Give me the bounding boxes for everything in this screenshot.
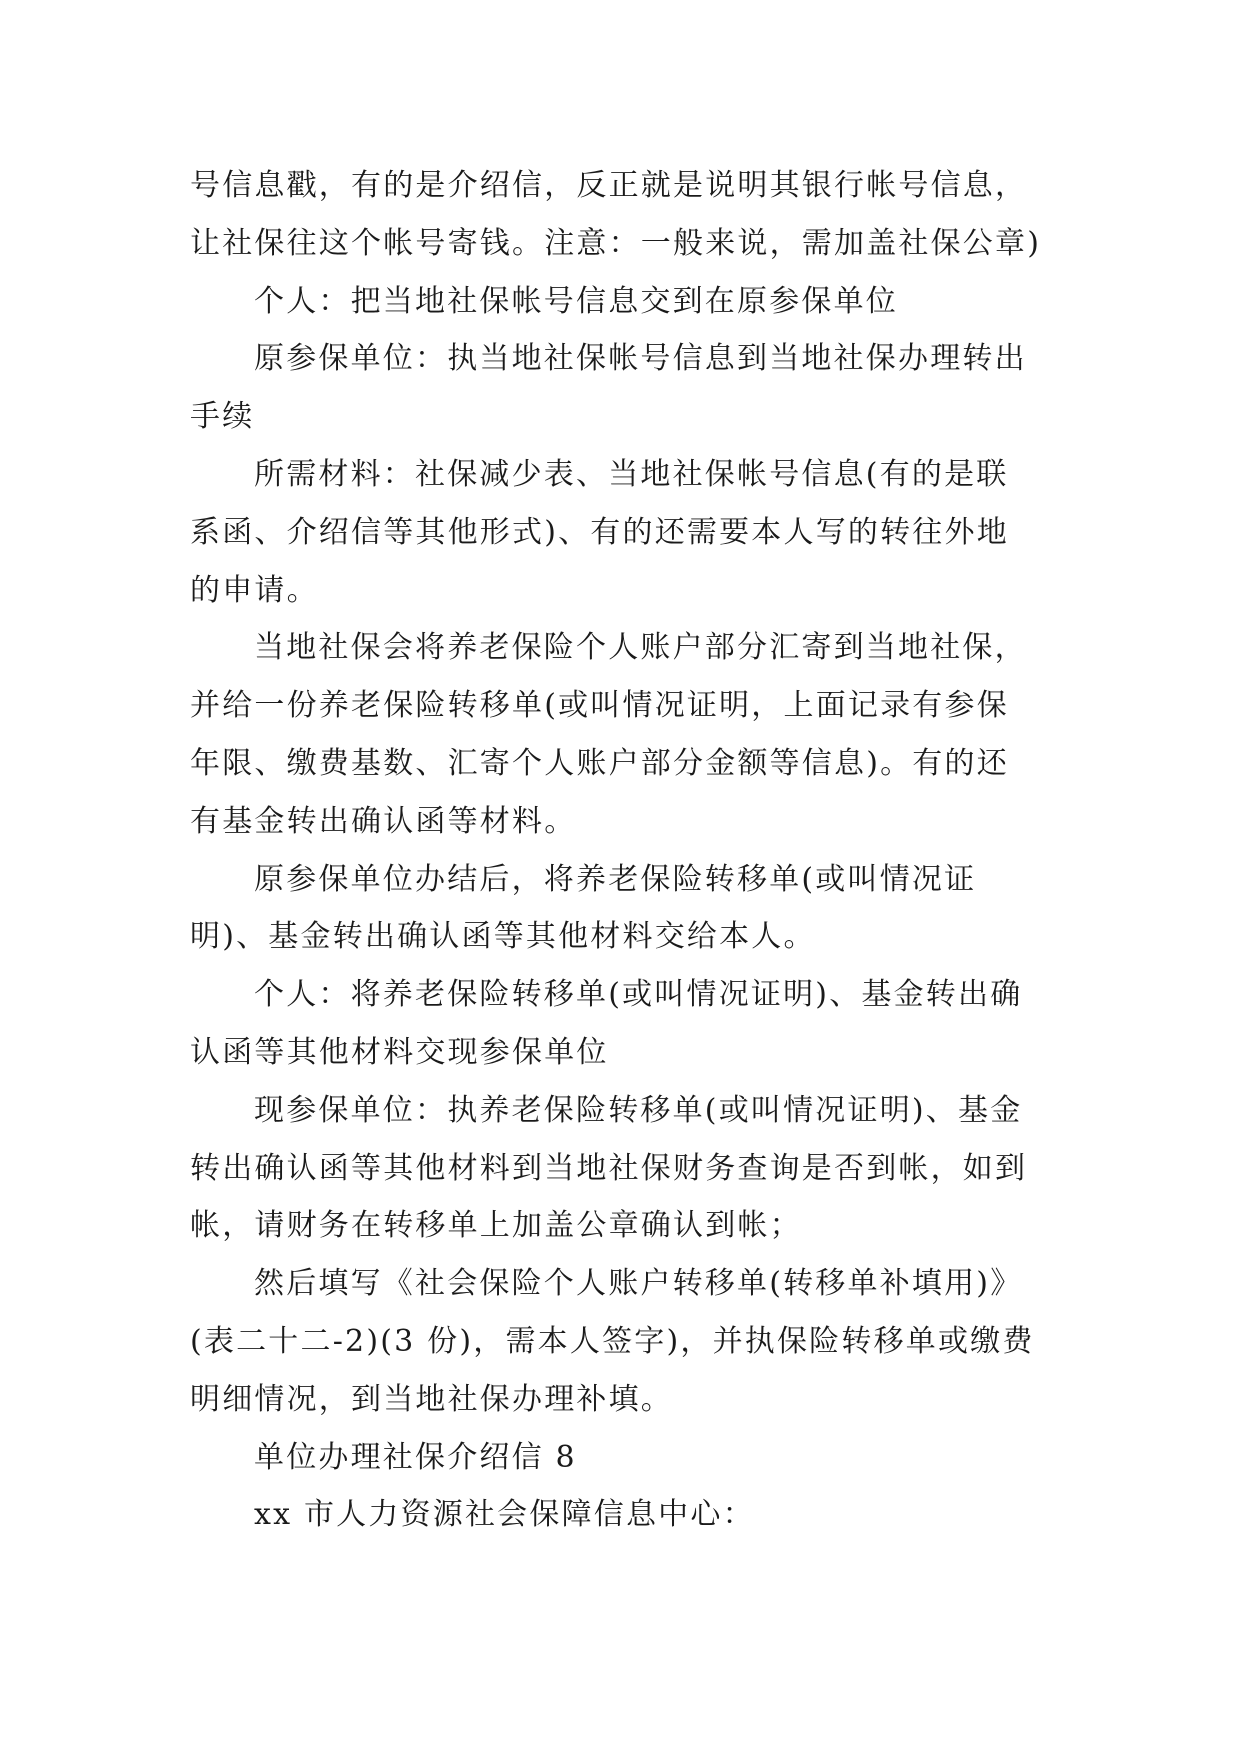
text-line: 号信息戳，有的是介绍信，反正就是说明其银行帐号信息， [190, 168, 1028, 203]
text-line: 让社保往这个帐号寄钱。注意：一般来说，需加盖社保公章) [190, 225, 1042, 261]
text-line: 当地社保会将养老保险个人账户部分汇寄到当地社保， [254, 630, 1027, 666]
section-heading: 单位办理社保介绍信 8 [254, 1439, 577, 1475]
text-line: 个人：把当地社保帐号信息交到在原参保单位 [254, 283, 898, 319]
text-line: 明)、基金转出确认函等其他材料交给本人。 [190, 919, 816, 955]
text-line: 转出确认函等其他材料到当地社保财务查询是否到帐，如到 [190, 1150, 1028, 1186]
text-line: 的申请。 [190, 572, 319, 608]
text-line: 个人：将养老保险转移单(或叫情况证明)、基金转出确 [254, 977, 1023, 1013]
text-line: 并给一份养老保险转移单(或叫情况证明，上面记录有参保 [190, 688, 1009, 724]
text-line: 所需材料：社保减少表、当地社保帐号信息(有的是联 [254, 456, 1009, 492]
text-line: (表二十二-2)(3 份)，需本人签字)，并执保险转移单或缴费 [190, 1323, 1035, 1359]
text-line: 明细情况，到当地社保办理补填。 [190, 1381, 673, 1417]
text-line: 原参保单位：执当地社保帐号信息到当地社保办理转出 [254, 341, 1027, 377]
text-line: 认函等其他材料交现参保单位 [190, 1034, 609, 1070]
text-line: 帐，请财务在转移单上加盖公章确认到帐； [190, 1208, 802, 1244]
text-line: 系函、介绍信等其他形式)、有的还需要本人写的转往外地 [190, 514, 1009, 550]
text-line: 手续 [190, 399, 255, 435]
text-line: 年限、缴费基数、汇寄个人账户部分金额等信息)。有的还 [190, 745, 1009, 781]
document-body [190, 157, 1052, 1544]
text-line: 有基金转出确认函等材料。 [190, 803, 577, 839]
letter-addressee: xx 市人力资源社会保障信息中心： [254, 1497, 755, 1533]
text-line: 然后填写《社会保险个人账户转移单(转移单补填用)》 [254, 1266, 1023, 1302]
text-line: 原参保单位办结后，将养老保险转移单(或叫情况证 [254, 861, 977, 897]
text-line: 现参保单位：执养老保险转移单(或叫情况证明)、基金 [254, 1092, 1023, 1128]
